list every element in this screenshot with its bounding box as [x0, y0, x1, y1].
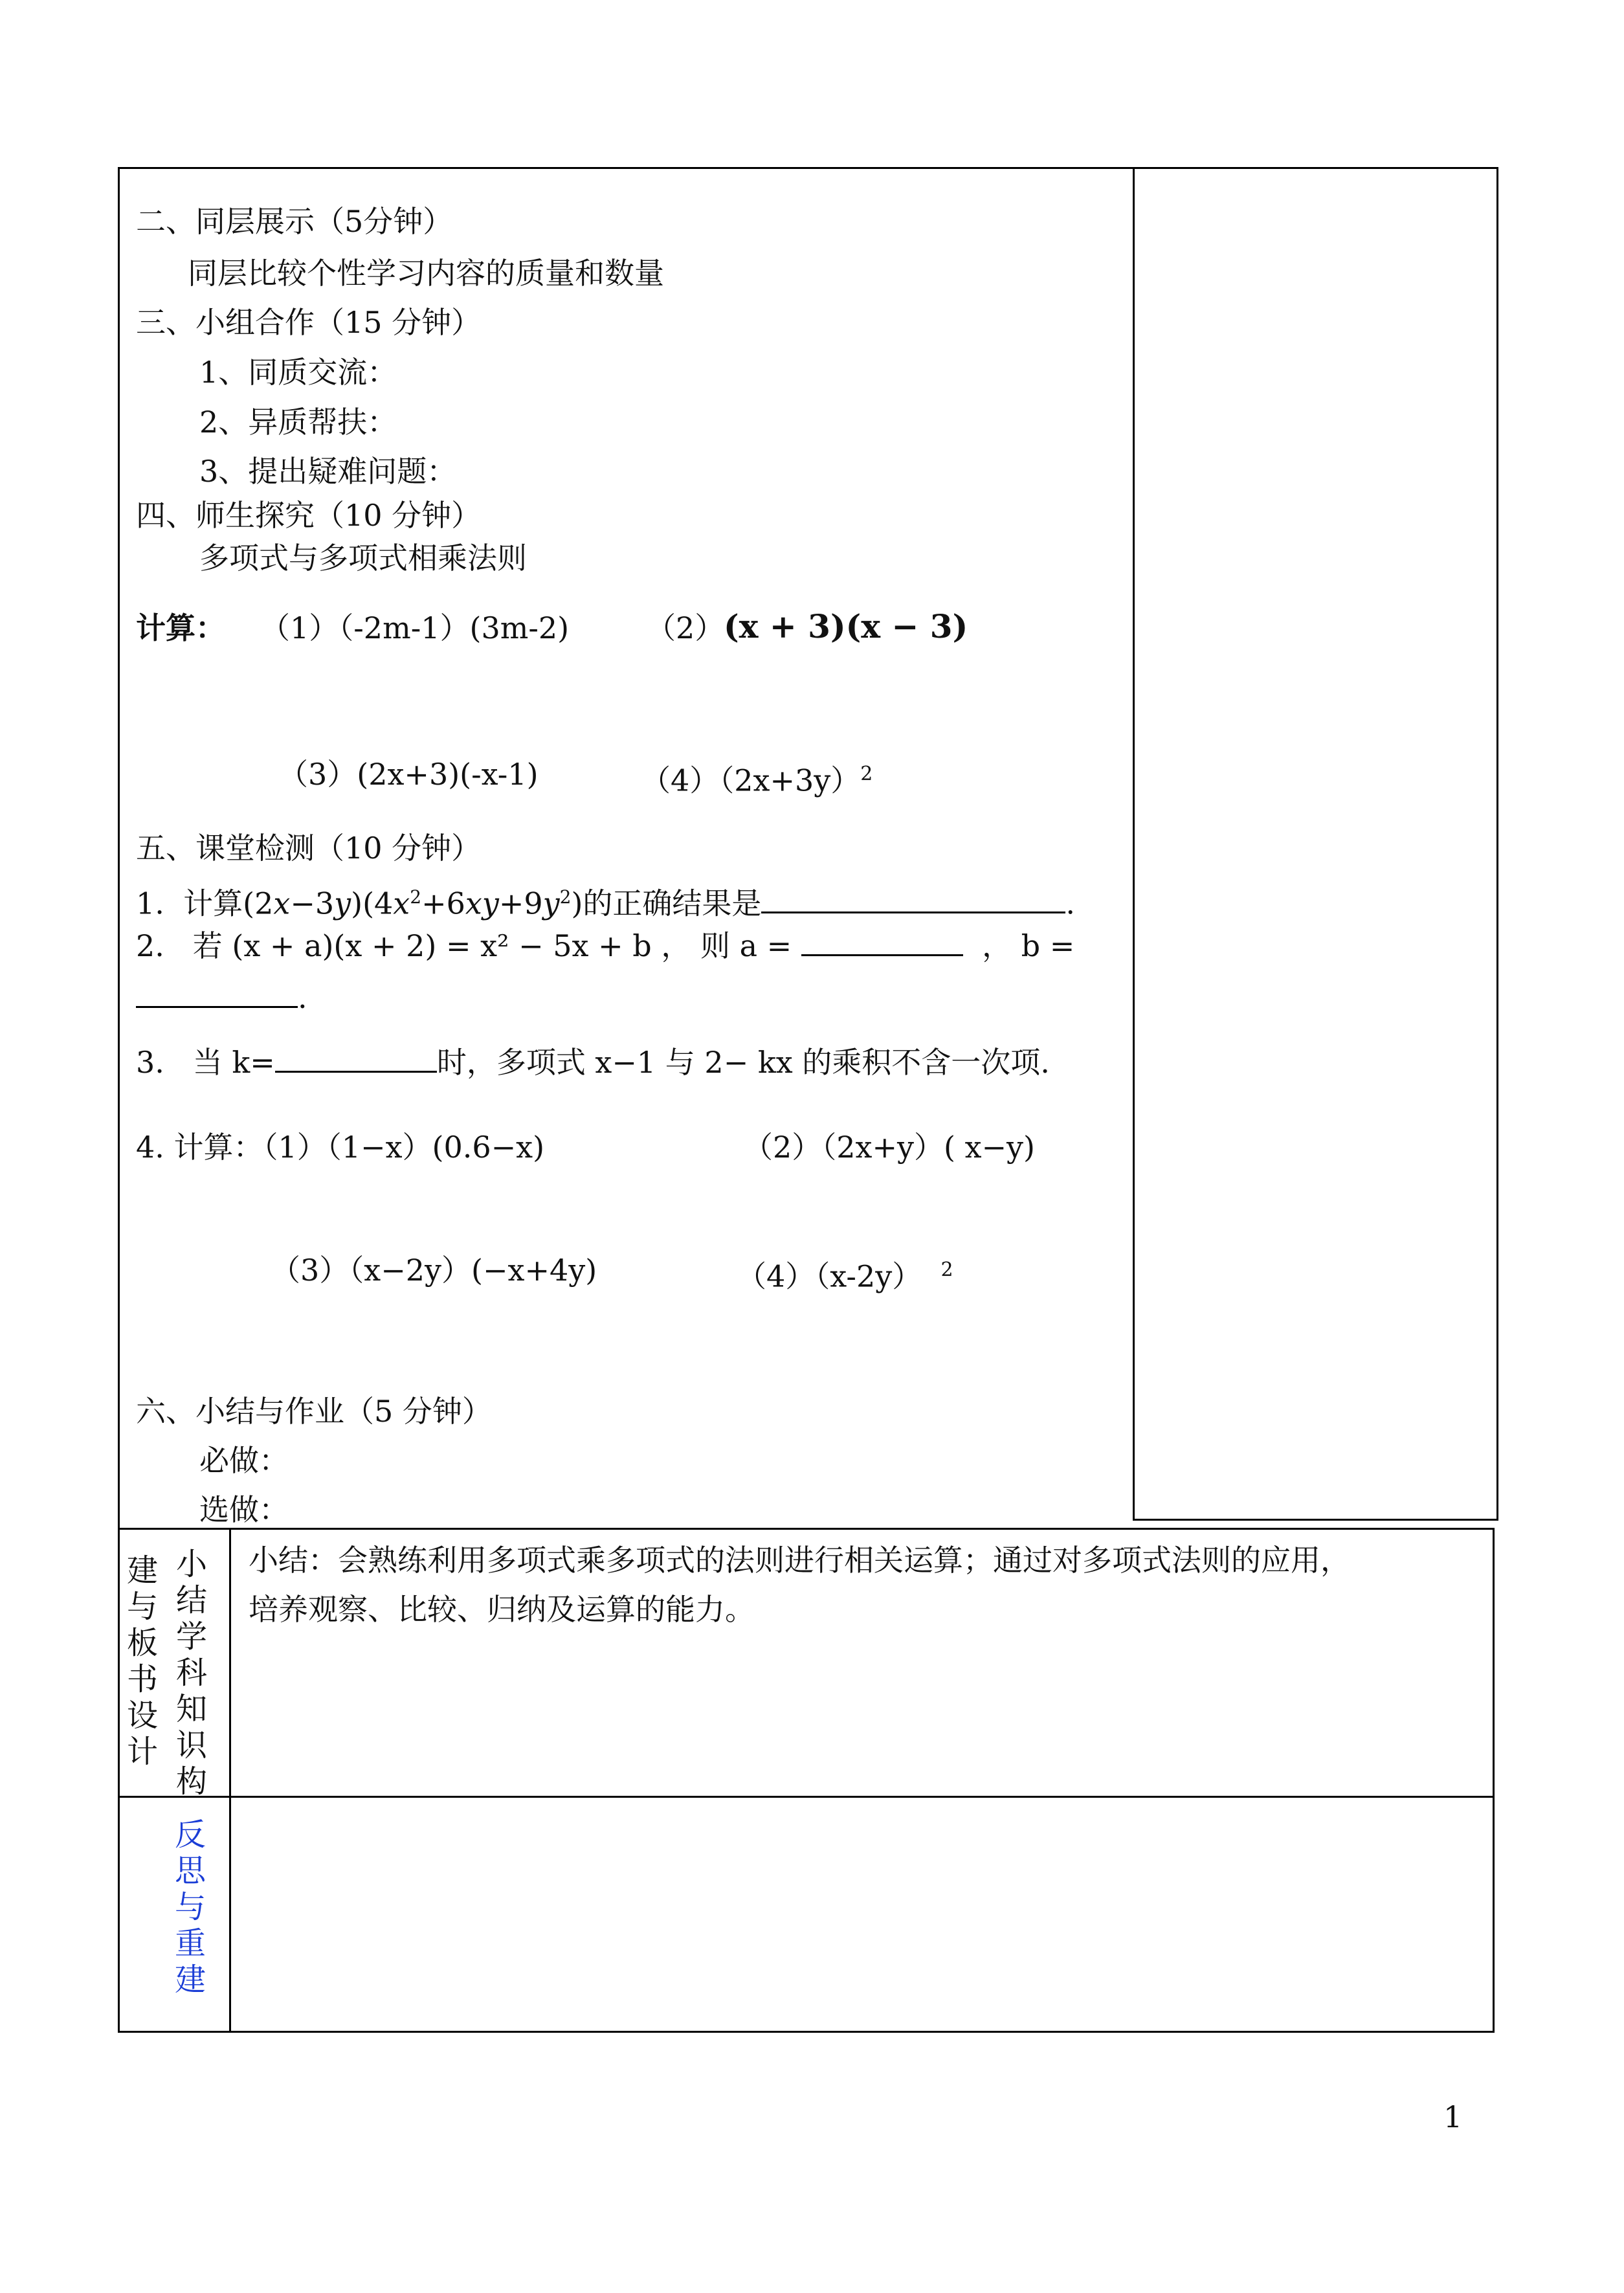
question-2-continued [136, 978, 307, 1017]
question-4-part-3: （3）（x−2y）(−x+4y) [271, 1253, 597, 1288]
problem-4-expression: （4）（2x+3y） [641, 763, 861, 798]
question-3-number: 3. [136, 1045, 164, 1080]
question-3-text: 时，多项式 x−1 与 2− kx 的乘积不含一次项. [436, 1045, 1050, 1080]
question-4-part-4-expression: （4）（x-2y） [737, 1258, 922, 1294]
section-5-title: 五、课堂检测（10 分钟） [136, 831, 482, 866]
table-left-border [118, 167, 120, 2033]
section-2-body: 同层比较个性学习内容的质量和数量 [188, 256, 664, 291]
question-1-var: x [393, 886, 410, 921]
answer-blank-b[interactable] [136, 978, 298, 1008]
section-4-title: 四、师生探究（10 分钟） [136, 498, 482, 533]
section-6-item: 选做： [199, 1492, 289, 1527]
calc-label: 计算： [136, 610, 225, 645]
reflection-row-top-border [118, 1796, 1495, 1798]
answer-blank-a[interactable] [801, 926, 963, 956]
question-1-number: 1. [136, 886, 164, 921]
section-3-item: 2、异质帮扶： [199, 405, 397, 440]
label-column-divider [229, 1528, 231, 2033]
upper-row-bottom-border [1133, 1519, 1498, 1521]
question-1 [136, 878, 1075, 923]
question-1-exponent: 2 [559, 886, 572, 908]
question-1-var: x [273, 886, 291, 921]
problem-2-expression: (x + 3)(x − 3) [724, 607, 968, 645]
table-right-border-upper [1496, 167, 1498, 1520]
question-4-part-4-exponent: 2 [940, 1258, 953, 1281]
question-2-number: 2. [136, 928, 164, 963]
section-6-item: 必做： [199, 1443, 289, 1478]
question-2-text: ， b = [982, 928, 1075, 963]
summary-row-top-border [118, 1528, 1495, 1530]
section-3-item: 3、提出疑难问题： [199, 454, 457, 489]
problem-1: （1）（-2m-1）(3m-2) [260, 610, 570, 645]
answer-blank-k[interactable] [275, 1042, 437, 1073]
question-2 [136, 926, 1074, 965]
question-1-var: xy [465, 886, 499, 921]
table-bottom-border [118, 2031, 1495, 2033]
problem-2-number: （2） [646, 610, 725, 645]
summary-text-line-2: 培养观察、比较、归纳及运算的能力。 [249, 1592, 755, 1627]
question-2-text: 若 (x + a)(x + 2) = x² − 5x + b ， 则 a = [192, 928, 792, 963]
question-1-text: +6 [421, 886, 465, 921]
section-3-item: 1、同质交流： [199, 355, 397, 390]
question-1-text: +9 [498, 886, 543, 921]
question-4-part-4 [737, 1251, 953, 1295]
question-1-text: 计算(2 [183, 886, 274, 921]
summary-label-column-2: 小结学科知识构 [175, 1546, 207, 1800]
page-number: 1 [1443, 2099, 1463, 2134]
question-1-exponent: 2 [410, 886, 422, 908]
table-right-border-lower [1493, 1528, 1495, 2033]
question-1-text: )(4 [351, 886, 394, 921]
question-1-text: . [1065, 886, 1076, 921]
section-4-rule: 多项式与多项式相乘法则 [199, 541, 527, 576]
question-3-text: 当 k= [192, 1045, 275, 1080]
side-column-divider [1133, 167, 1135, 1520]
question-1-text: −3 [290, 886, 335, 921]
section-6-title: 六、小结与作业（5 分钟） [136, 1394, 492, 1429]
section-3-title: 三、小组合作（15 分钟） [136, 305, 482, 340]
problem-3: （3）(2x+3)(-x-1) [278, 757, 539, 792]
problem-4 [641, 755, 873, 800]
question-4: 4. 计算：（1）（1−x）(0.6−x) [136, 1130, 545, 1165]
question-1-text: )的正确结果是 [571, 886, 762, 921]
question-4-part-2: （2）（2x+y）( x−y) [743, 1130, 1035, 1165]
question-2-text: . [298, 980, 307, 1015]
table-top-border [118, 167, 1498, 169]
problem-4-exponent: 2 [860, 763, 873, 785]
section-2-title: 二、同层展示（5分钟） [136, 204, 453, 239]
reflection-label: 反思与重建 [174, 1817, 206, 1998]
question-1-var: y [542, 886, 560, 921]
summary-text-line-1: 小结：会熟练利用多项式乘多项式的法则进行相关运算；通过对多项式法则的应用， [249, 1543, 1350, 1578]
answer-blank[interactable] [761, 883, 1065, 913]
summary-label-column-1: 建与板书设计 [126, 1552, 158, 1770]
question-3 [136, 1042, 1050, 1082]
question-1-var: y [334, 886, 351, 921]
